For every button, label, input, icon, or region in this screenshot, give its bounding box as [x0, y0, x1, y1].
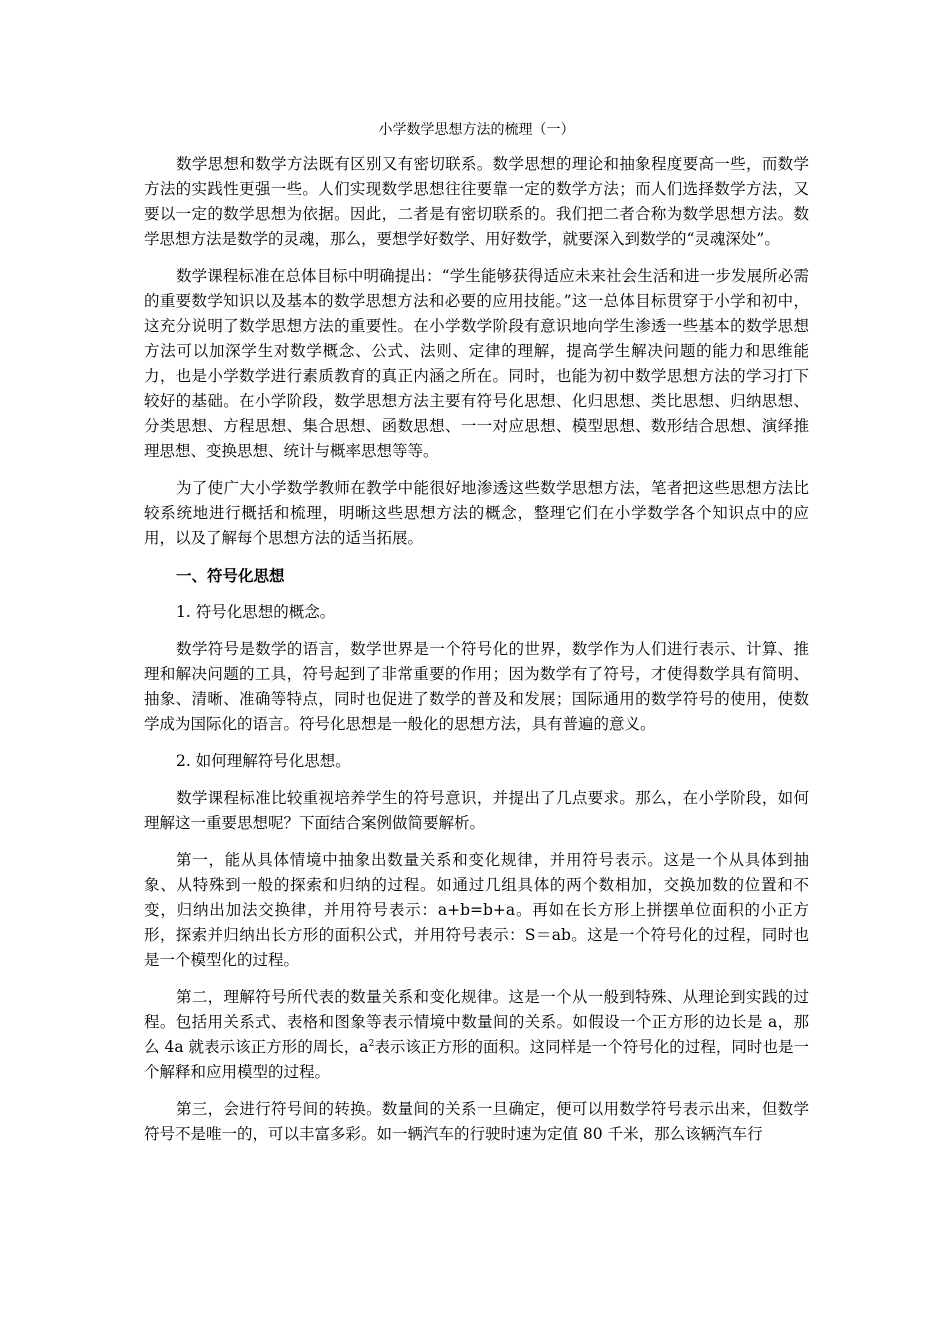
section-paragraph-2: 数学课程标准比较重视培养学生的符号意识，并提出了几点要求。那么，在小学阶段，如何理解这一重要思想呢？下面结合案例做简要解析。	[144, 789, 809, 832]
section-paragraph-4	[144, 985, 809, 1085]
paragraph-4-text-after: 表示该正方形的面积。这同样是一个符号化的过程，同时也是一个解释和应用模型的过程。	[144, 1038, 809, 1081]
paragraph-4-text-before: 第二，理解符号所代表的数量关系和变化规律。这是一个从一般到特殊、从理论到实践的过程。包括用关系式、表格和图象等表示情境中数量间的关系。如假设一个正方形的边长是 a，那么 4a 就表示该正方形的周长，a	[144, 988, 809, 1056]
document-page	[144, 120, 809, 1159]
section-heading: 一、符号化思想	[176, 566, 285, 585]
section-paragraph-1: 数学符号是数学的语言，数学世界是一个符号化的世界，数学作为人们进行表示、计算、推理和解决问题的工具，符号起到了非常重要的作用；因为数学有了符号，才使得数学具有简明、抽象、清晰、准确等特点，同时也促进了数学的普及和发展；国际通用的数学符号的使用，使数学成为国际化的语言。符号化思想是一般化的思想方法，具有普遍的意义。	[144, 640, 809, 733]
section-paragraph-3: 第一，能从具体情境中抽象出数量关系和变化规律，并用符号表示。这是一个从具体到抽象、从特殊到一般的探索和归纳的过程。如通过几组具体的两个数相加，交换加数的位置和不变，归纳出加法交换律，并用符号表示：a+b=b+a。再如在长方形上拼摆单位面积的小正方形，探索并归纳出长方形的面积公式，并用符号表示：S＝ab。这是一个符号化的过程，同时也是一个模型化的过程。	[144, 851, 809, 969]
document-title: 小学数学思想方法的梳理（一）	[378, 122, 575, 138]
intro-paragraph-3: 为了使广大小学数学教师在教学中能很好地渗透这些数学思想方法，笔者把这些思想方法比较系统地进行概括和梳理，明晰这些思想方法的概念，整理它们在小学数学各个知识点中的应用，以及了解每个思想方法的适当拓展。	[144, 479, 809, 547]
subsection-heading-1: 1. 符号化思想的概念。	[176, 603, 336, 621]
superscript-exponent: 2	[368, 1038, 375, 1049]
subsection-heading-2: 2. 如何理解符号化思想。	[176, 752, 351, 770]
intro-paragraph-1: 数学思想和数学方法既有区别又有密切联系。数学思想的理论和抽象程度要高一些，而数学方法的实践性更强一些。人们实现数学思想往往要靠一定的数学方法；而人们选择数学方法，又要以一定的数学思想为依据。因此，二者是有密切联系的。我们把二者合称为数学思想方法。数学思想方法是数学的灵魂，那么，要想学好数学、用好数学，就要深入到数学的“灵魂深处”。	[144, 155, 809, 248]
section-paragraph-5: 第三，会进行符号间的转换。数量间的关系一旦确定，便可以用数学符号表示出来，但数学符号不是唯一的，可以丰富多彩。如一辆汽车的行驶时速为定值 80 千米，那么该辆汽车行	[144, 1100, 809, 1143]
intro-paragraph-2: 数学课程标准在总体目标中明确提出：“学生能够获得适应未来社会生活和进一步发展所必需的重要数学知识以及基本的数学思想方法和必要的应用技能。”这一总体目标贯穿于小学和初中，这充分说明了数学思想方法的重要性。在小学数学阶段有意识地向学生渗透一些基本的数学思想方法可以加深学生对数学概念、公式、法则、定律的理解，提高学生解决问题的能力和思维能力，也是小学数学进行素质教育的真正内涵之所在。同时，也能为初中数学思想方法的学习打下较好的基础。在小学阶段，数学思想方法主要有符号化思想、化归思想、类比思想、归纳思想、分类思想、方程思想、集合思想、函数思想、一一对应思想、模型思想、数形结合思想、演绎推理思想、变换思想、统计与概率思想等等。	[144, 267, 809, 460]
